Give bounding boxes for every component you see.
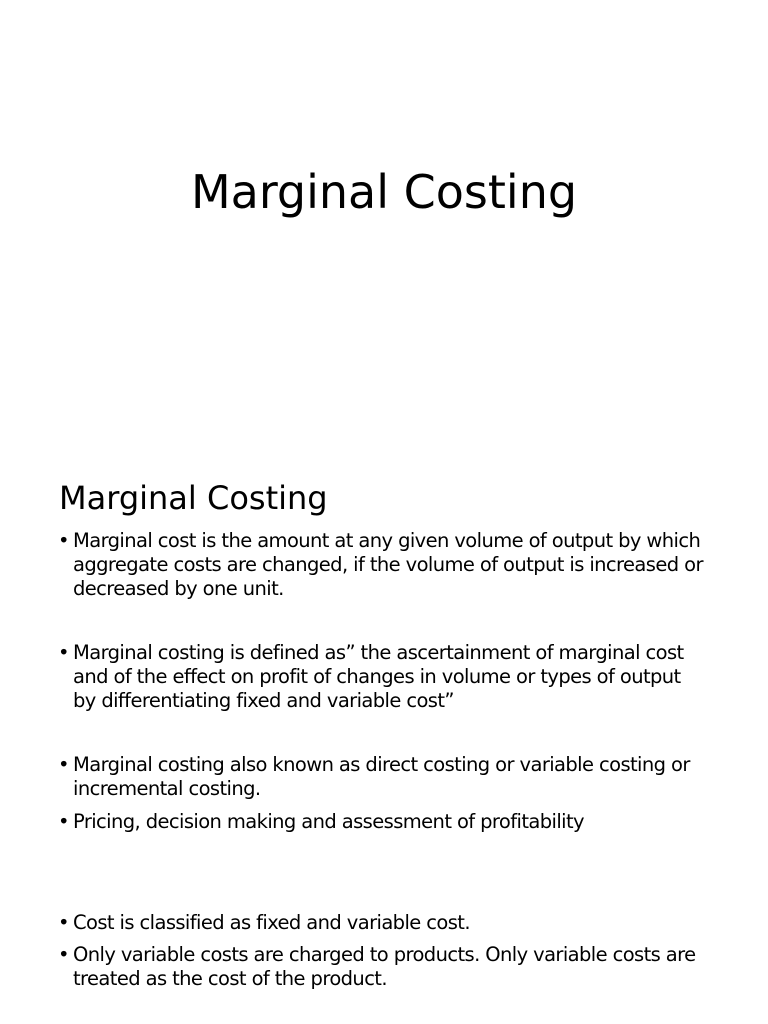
bullet-icon: •	[58, 911, 69, 934]
section-title: Marginal Costing	[59, 479, 328, 517]
bullet-item	[58, 641, 708, 713]
bullet-icon: •	[58, 641, 69, 664]
bullet-item	[58, 529, 708, 601]
title-slide	[0, 0, 768, 400]
bullet-icon: •	[58, 753, 69, 776]
bullet-icon: •	[58, 810, 69, 833]
bullet-text: Cost is classified as fixed and variable cost.	[73, 911, 470, 934]
bullet-item	[58, 753, 708, 801]
bullet-text: Pricing, decision making and assessment of profitability	[73, 810, 584, 833]
bullet-text: Marginal costing is defined as” the ascertainment of marginal cost and of the effect on profit of changes in volume or types of output by differentiating fixed and variable cost”	[73, 641, 684, 712]
content-slide	[0, 460, 768, 1024]
bullet-icon: •	[58, 943, 69, 966]
slide-title: Marginal Costing	[190, 165, 578, 219]
bullet-text: Marginal cost is the amount at any given volume of output by which aggregate costs are changed, if the volume of output is increased or decreased by one unit.	[73, 529, 703, 600]
bullet-text: Only variable costs are charged to products. Only variable costs are treated as the cost of the product.	[73, 943, 696, 990]
bullet-item	[58, 810, 708, 834]
bullet-text: Marginal costing also known as direct costing or variable costing or incremental costing.	[73, 753, 690, 800]
bullet-icon: •	[58, 529, 69, 552]
bullet-item	[58, 943, 708, 991]
bullet-item	[58, 911, 708, 935]
